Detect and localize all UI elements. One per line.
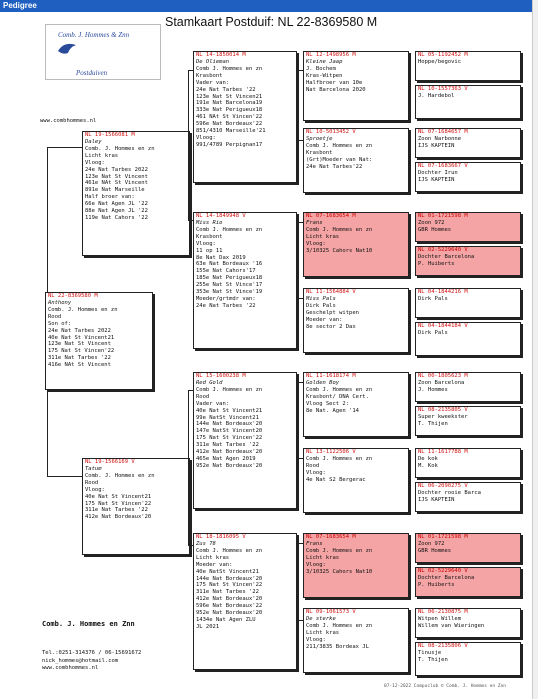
pigeon-name: J. Hardebol [418, 93, 455, 99]
ring-text: NL 02-5229640 V [418, 247, 468, 253]
card-line: 4e Nat S2 Bergerac [306, 476, 366, 483]
card-line: 191e Nat Barcelona19 [196, 100, 263, 107]
owner-name: Comb. J. Hommes en Znn [42, 620, 135, 628]
card-line: 185e Nat Perigueux18 [196, 275, 263, 282]
ring-number [416, 449, 520, 456]
pedigree-card-ffm[interactable] [303, 128, 409, 193]
card-line: 461 NAt St Vincen'22 [196, 114, 263, 121]
pigeon-name: Miss Pals [306, 296, 336, 302]
scrollbar[interactable] [532, 0, 538, 699]
card-line: 596e Nat Bordeaux'22 [196, 121, 263, 128]
card-line: 175 Nat St Vincen'22 [85, 500, 152, 507]
pedigree-card-mf[interactable] [193, 372, 297, 509]
pigeon-name: Tinusje [418, 650, 442, 656]
card-line: Licht kras [306, 554, 340, 561]
pigeon-name: Zoon 972 [418, 220, 445, 226]
ring-text: NL 10-5013452 V [306, 129, 356, 135]
pigeon-name: Dochter rooie Barca [418, 490, 481, 496]
pigeon-name: Zoon Barcelona [418, 380, 465, 386]
pigeon-name: Anthony [48, 300, 72, 306]
pedigree-card-fmf[interactable] [303, 212, 409, 277]
card-line: 596e Nat Bordeaux'22 [196, 603, 263, 610]
ring-number [416, 213, 520, 220]
ring-number [83, 459, 189, 466]
card-line: Vloog: [306, 561, 326, 568]
ring-number [194, 534, 296, 541]
card-line: Rood [306, 462, 320, 469]
ring-number [416, 568, 520, 575]
card-line: 24e Nat Tarbes'22 [306, 163, 363, 170]
pedigree-card-g5[interactable] [415, 212, 521, 242]
pigeon-name: Sproetje [306, 136, 333, 142]
pedigree-card-g8[interactable] [415, 322, 521, 356]
ring-text: NL 11-1617788 M [418, 449, 468, 455]
pigeon-name: Daley [85, 139, 102, 145]
pedigree-card-subject[interactable] [45, 292, 153, 390]
pedigree-card-g9[interactable] [415, 372, 521, 402]
card-line: 99e NatSt Vincent21 [196, 414, 259, 421]
card-line: 155e Nat Cahors'17 [196, 268, 256, 275]
card-line: 416e NAt St Vincent [48, 362, 111, 369]
card-line: Rood [48, 313, 62, 320]
card-line: 24e Nat Tarbes 2022 [85, 166, 148, 173]
club-logo [45, 24, 161, 80]
ring-text: NL 05-1192452 M [418, 52, 468, 58]
ring-text: NL 09-1061573 V [306, 609, 356, 615]
card-line: Vloog: [306, 469, 326, 476]
card-line: 8e Nat. Agen '14 [306, 407, 359, 414]
card-line: 353e Nat St Vince'19 [196, 289, 263, 296]
card-line: Vloog: [85, 159, 105, 166]
card-line: M. Kok [418, 462, 438, 469]
pigeon-name: Hoppe/begovic [418, 59, 462, 65]
ring-text: NL 18-1816095 V [196, 534, 246, 540]
card-line: 412e Nat Bordeaux'20 [85, 514, 152, 521]
card-line: Krasbont [196, 233, 223, 240]
ring-text: NL 19-1566169 V [85, 459, 135, 465]
pedigree-card-fmm[interactable] [303, 288, 409, 353]
ring-number [46, 293, 152, 300]
card-line: Nat Barcelona 2020 [306, 86, 366, 93]
ring-number [304, 609, 408, 616]
ring-text: NL 19-1566081 M [85, 132, 135, 138]
card-line: 40e Nat St Vincent21 [48, 334, 115, 341]
card-line: Vader van: [196, 400, 230, 407]
card-line: 8e sector 2 Dax [306, 323, 356, 330]
ring-text: NL 00-1805623 M [418, 373, 468, 379]
pedigree-card-g15[interactable] [415, 608, 521, 638]
card-line: Moeder/grtmdr van: [196, 295, 256, 302]
card-line: 461e NAt St Vincent [85, 180, 148, 187]
card-line: Comb J. Hommes en zn [306, 547, 373, 554]
ring-number [83, 132, 189, 139]
ring-number [416, 163, 520, 170]
pigeon-icon [56, 39, 78, 57]
card-line: Vloog: [196, 134, 216, 141]
card-line: Comb. J. Hommes en zn [85, 472, 155, 479]
pedigree-card-g13[interactable] [415, 533, 521, 563]
pigeon-name: De Olieman [196, 59, 230, 65]
ring-number [304, 52, 408, 59]
pedigree-card-g1[interactable] [415, 51, 521, 81]
card-line: Comb J. Hommes en zn [306, 622, 373, 629]
card-line: 24e Nat Tarbes '22 [196, 302, 256, 309]
card-line: 175 Nat St Vincen'22 [48, 348, 115, 355]
card-line: 311e Nat Tarbes '22 [85, 507, 148, 514]
ring-text: NL 10-1557363 V [418, 86, 468, 92]
ring-text: NL 12-1498956 M [306, 52, 356, 58]
card-line: Licht kras [196, 554, 230, 561]
card-line: 3/10325 Cahors Nat10 [306, 568, 373, 575]
ring-number [194, 213, 296, 220]
ring-text: NL 11-1564884 V [306, 289, 356, 295]
page-title: Stamkaart Postduif: NL 22-8369580 M [165, 15, 378, 29]
card-line: 3/10325 Cahors Nat10 [306, 247, 373, 254]
card-line: Comb J. Hommes en zn [196, 386, 263, 393]
card-line: Licht kras [306, 233, 340, 240]
ring-number [304, 449, 408, 456]
card-line: Krasbont [196, 72, 223, 79]
card-line: 8e Nat Dax 2019 [196, 254, 246, 261]
card-line: 24e Nat Tarbes '22 [196, 86, 256, 93]
ring-number [416, 609, 520, 616]
card-line: JL 2021 [196, 623, 220, 630]
ring-text: NL 14-1850014 M [196, 52, 246, 58]
connector-line [47, 476, 82, 477]
connector-line [188, 220, 193, 221]
connector-line [47, 147, 48, 292]
ring-text: NL 07-1684657 M [418, 129, 468, 135]
card-line: Rood [196, 393, 210, 400]
card-line: Licht kras [85, 152, 119, 159]
pedigree-card-g14[interactable] [415, 567, 521, 597]
ring-text: NL 01-1721598 M [418, 213, 468, 219]
card-line: 412e Nat Bordeaux'20 [196, 449, 263, 456]
ring-number [416, 129, 520, 136]
pigeon-name: Kleine Jaap [306, 59, 343, 65]
card-line: Comb J. Hommes en zn [306, 142, 373, 149]
ring-number [304, 213, 408, 220]
pedigree-card-mmm[interactable] [303, 608, 409, 673]
connector-line [299, 543, 303, 544]
card-line: Krasbont/ DNA Cert. [306, 393, 369, 400]
pedigree-card-g7[interactable] [415, 288, 521, 318]
pigeon-name: Red Gold [196, 380, 223, 386]
card-line: Dirk Pals [306, 302, 336, 309]
card-line: Comb J. Hommes en zn [306, 386, 373, 393]
ring-number [416, 52, 520, 59]
connector-line [188, 70, 193, 71]
card-line: 119e Nat Cahors '22 [85, 214, 148, 221]
pigeon-name: Zus 78 [196, 541, 216, 547]
card-line: 211/3835 Bordeax JL [306, 643, 369, 650]
pigeon-name: Dirk Pals [418, 296, 448, 302]
card-line: P. Huiberts [418, 260, 455, 267]
ring-text: NL 01-1721598 M [418, 534, 468, 540]
card-line: 851/4310 Marseille'21 [196, 128, 266, 135]
pedigree-card-g4[interactable] [415, 162, 521, 192]
card-line: Comb J. Hommes en zn [196, 547, 263, 554]
card-line: 175 Nat St Vincen'22 [196, 582, 263, 589]
ring-text: NL 14-1849948 V [196, 213, 246, 219]
pedigree-card-g11[interactable] [415, 448, 521, 478]
pedigree-card-fm[interactable] [193, 212, 297, 349]
card-line: 175 Nat St Vincen'22 [196, 435, 263, 442]
connector-line [47, 390, 48, 476]
ring-text: NL 07-1683667 V [418, 163, 468, 169]
card-line: Vloog: [196, 240, 216, 247]
connector-line [188, 545, 193, 546]
connector-line [299, 458, 303, 459]
ring-text: NL 04-1844216 M [418, 289, 468, 295]
card-line: 123e Nat St Vincen21 [196, 93, 263, 100]
pedigree-card-mfm[interactable] [303, 448, 409, 513]
connector-line [188, 390, 193, 391]
card-line: 311e Nat Tarbes '22 [196, 589, 259, 596]
card-line: GBR Hommes [418, 547, 452, 554]
card-line: 123e Nat St Vincent [85, 173, 148, 180]
pedigree-card-g2[interactable] [415, 85, 521, 119]
ring-number [304, 373, 408, 380]
ring-text: NL 06-2090275 V [418, 483, 468, 489]
pedigree-card-fff[interactable] [303, 51, 409, 121]
ring-text: NL 08-2135806 V [418, 643, 468, 649]
card-line: Vloog: [306, 636, 326, 643]
pigeon-name: Zoon Narbonne [418, 136, 462, 142]
card-line: Comb. J. Hommes en zn [48, 306, 118, 313]
card-line: Comb. J. Hommes en zn [85, 145, 155, 152]
pedigree-card-mm[interactable] [193, 533, 297, 670]
card-line: Vader van: [196, 79, 230, 86]
pedigree-card-g3[interactable] [415, 128, 521, 158]
ring-text: NL 07-1683654 M [306, 534, 356, 540]
card-line: (Grt)Moeder van Nat: [306, 156, 373, 163]
logo-subtext: Postduiven [76, 69, 108, 77]
card-line: 311e Nat Tarbes '22 [48, 355, 111, 362]
card-line: GBR Hommes [418, 226, 452, 233]
card-line: 24e Nat Tarbes 2022 [48, 327, 111, 334]
card-line: Comb J. Hommes en zn [196, 226, 263, 233]
card-line: 11 op 11 [196, 247, 223, 254]
pigeon-name: De kok [418, 456, 438, 462]
card-line: 952e Nat Bordeaux'20 [196, 462, 263, 469]
card-line: 123e Nat St Vincent [48, 341, 111, 348]
card-line: 412e Nat Bordeaux'20 [196, 596, 263, 603]
ring-text: NL 02-5229640 V [418, 568, 468, 574]
connector-line [47, 147, 82, 148]
card-line: 88e Nat Agen JL '22 [85, 208, 148, 215]
card-line: Willem van Wieringen [418, 622, 485, 629]
print-stamp: 07-12-2022 Compuclub © Comb. J. Hommes en Znn [384, 684, 506, 689]
pigeon-name: Witpen Willem [418, 616, 462, 622]
card-line: J. Bochem [306, 65, 336, 72]
card-line: IJS KAPTEIN [418, 142, 455, 149]
pedigree-card-mother[interactable] [82, 458, 190, 555]
ring-number [416, 534, 520, 541]
card-line: 1434e Nat Agen ZLU [196, 616, 256, 623]
card-line: 40e Nat St Vincent21 [85, 493, 152, 500]
card-line: Licht kras [306, 629, 340, 636]
ring-text: NL 04-1844184 V [418, 323, 468, 329]
ring-text: NL 07-1683654 M [306, 213, 356, 219]
ring-number [416, 643, 520, 650]
ring-text: NL 13-1122506 V [306, 449, 356, 455]
card-line: Half broer van: [85, 194, 135, 201]
ring-number [416, 289, 520, 296]
card-line: 40e Nat St Vincent21 [196, 407, 263, 414]
card-line: Moeder van: [196, 561, 233, 568]
ring-number [416, 483, 520, 490]
card-line: 66e Nat Agen JL '22 [85, 201, 148, 208]
ring-number [416, 407, 520, 414]
card-line: Rood [85, 479, 99, 486]
card-line: Vloog Sect 2: [306, 400, 350, 407]
ring-text: NL 08-2135805 V [418, 407, 468, 413]
card-line: J. Hommes [418, 386, 448, 393]
pigeon-name: Tatum [85, 466, 102, 472]
pigeon-name: Frans [306, 541, 323, 547]
card-line: Comb J. Hommes en zn [306, 226, 373, 233]
card-line: 333e Nat Perigueux18 [196, 107, 263, 114]
card-line: Krasbont [306, 149, 333, 156]
ring-number [194, 52, 296, 59]
card-line: 63e Nat Bordeaux '16 [196, 261, 263, 268]
pedigree-header-bar [0, 0, 538, 12]
ring-number [416, 373, 520, 380]
card-line: 891e Nat Marseille [85, 187, 145, 194]
pedigree-card-g10[interactable] [415, 406, 521, 436]
card-line: 465e Nat Agen 2019 [196, 455, 256, 462]
connector-line [299, 620, 303, 621]
card-line: Vloog: [306, 240, 326, 247]
ring-number [416, 86, 520, 93]
pedigree-card-g6[interactable] [415, 246, 521, 276]
card-line: 144e Nat Bordeaux'20 [196, 575, 263, 582]
pedigree-card-g16[interactable] [415, 642, 521, 676]
card-line: P. Huiberts [418, 581, 455, 588]
card-line: 311e Nat Tarbes '22 [196, 442, 259, 449]
pedigree-card-mff[interactable] [303, 372, 409, 437]
pigeon-name: Frans [306, 220, 323, 226]
ring-text: NL 15-1600238 M [196, 373, 246, 379]
card-line: 40e NatSt Vincent21 [196, 568, 259, 575]
connector-line [299, 298, 303, 299]
connector-line [299, 222, 303, 223]
connector-line [299, 70, 303, 71]
card-line: 147e NatSt Vincent20 [196, 428, 263, 435]
pigeon-name: Dirk Pals [418, 330, 448, 336]
card-line: IJS KAPTEIN [418, 496, 455, 503]
connector-line [299, 140, 303, 141]
pigeon-name: De sterke [306, 616, 336, 622]
connector-line [299, 382, 303, 383]
card-line: 991/4789 Perpignan17 [196, 141, 263, 148]
pigeon-name: Super kweekster [418, 414, 468, 420]
pedigree-card-mmf[interactable] [303, 533, 409, 598]
connector-line [188, 390, 189, 545]
card-line: Vloog: [85, 486, 105, 493]
card-line: 144e Nat Bordeaux'20 [196, 421, 263, 428]
ring-text: NL 11-1618174 M [306, 373, 356, 379]
ring-number [194, 373, 296, 380]
connector-line [188, 70, 189, 220]
pigeon-name: Dochter Barcelona [418, 254, 475, 260]
pedigree-card-father[interactable] [82, 131, 190, 256]
pigeon-name: Miss Rio [196, 220, 223, 226]
pigeon-name: Zoon 972 [418, 541, 445, 547]
card-line: Son of: [48, 320, 72, 327]
ring-number [304, 289, 408, 296]
card-line: 952e Nat Bordeaux'20 [196, 610, 263, 617]
ring-number [416, 323, 520, 330]
ring-number [304, 534, 408, 541]
card-line: 255e Nat St Vince'17 [196, 282, 263, 289]
card-line: Comb J. Hommes en zn [196, 65, 263, 72]
card-line: T. Thijen [418, 656, 448, 663]
pedigree-card-ff[interactable] [193, 51, 297, 183]
pigeon-name: Dochter Barcelona [418, 575, 475, 581]
ring-number [416, 247, 520, 254]
ring-text: NL 22-8369580 M [48, 293, 98, 299]
pigeon-name: Dochter Irun [418, 170, 458, 176]
card-line: Geschelpt witpen [306, 309, 359, 316]
card-line: T. Thijen [418, 420, 448, 427]
card-line: Moeder van: [306, 316, 343, 323]
pedigree-card-g12[interactable] [415, 482, 521, 512]
contact-info: Tel.:0251-314376 / 06-15691672 nick_hommes@hotmail.com www.combhommes.nl [42, 650, 142, 671]
card-line: IJS KAPTEIN [418, 176, 455, 183]
card-line: Halfbroer van 10e [306, 79, 363, 86]
card-line: Comb J. Hommes en zn [306, 456, 373, 462]
logo-text: Comb. J. Hommes & Znn [58, 31, 130, 39]
website-text: www.combhommes.nl [40, 118, 97, 124]
ring-number [304, 129, 408, 136]
pigeon-name: Golden Boy [306, 380, 340, 386]
card-line: Kras-Witpen [306, 72, 343, 79]
pedigree-label: Pedigree [3, 1, 37, 10]
ring-text: NL 06-2130875 M [418, 609, 468, 615]
